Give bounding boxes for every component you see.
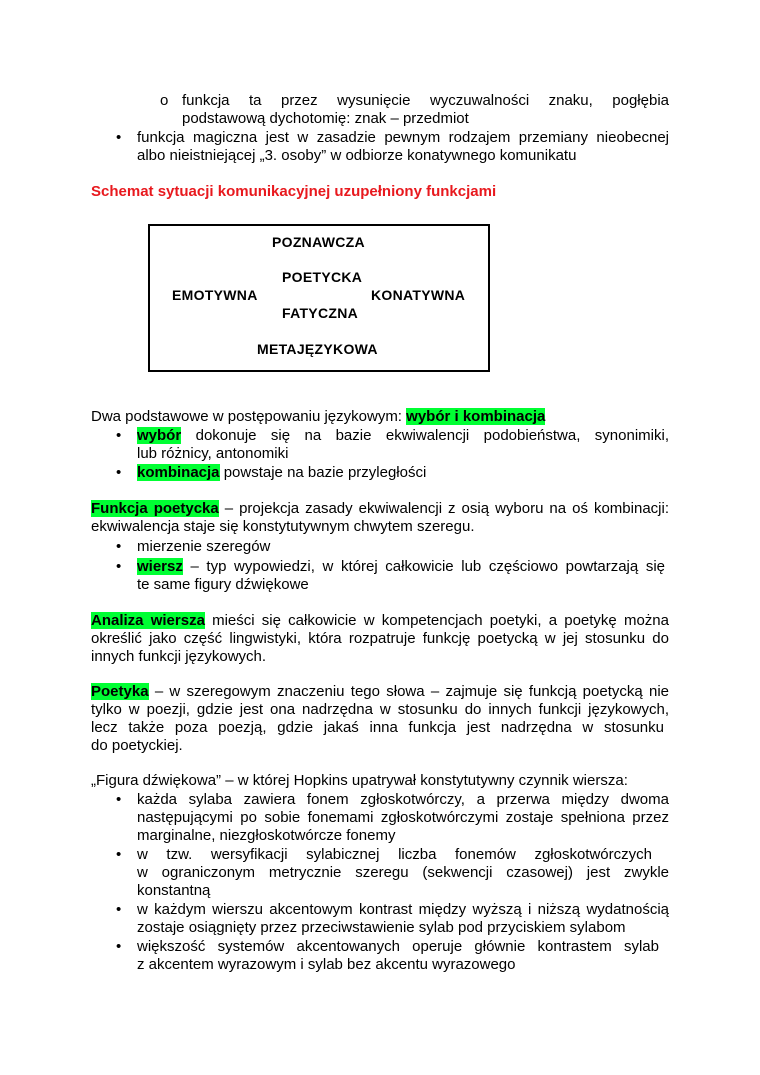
bullet-text: – typ wypowiedzi, w której całkowicie lub częściowo powtarzają się <box>182 558 665 575</box>
paragraph-line: tylko w poezji, gdzie jest ona nadrzędna w stosunku do innych funkcji językowych, <box>91 701 669 718</box>
choice-intro-text: Dwa podstawowe w postępowaniu językowym: <box>91 408 407 425</box>
bullet-line: w każdym wierszu akcentowym kontrast między wyższą i niższą wydatnością <box>137 901 669 918</box>
paragraph-line: ekwiwalencja staje się konstytutywnym chwytem szeregu. <box>91 518 475 535</box>
bullet-icon: • <box>116 938 122 955</box>
highlight-wybor-kombinacja: wybór i kombinacja <box>406 408 546 425</box>
label-fatyczna: FATYCZNA <box>282 305 359 321</box>
bullet-line: większość systemów akcentowanych operuje głównie kontrastem sylab <box>137 938 659 955</box>
paragraph-line: innych funkcji językowych. <box>91 648 267 665</box>
bullet-text: powstaje na bazie przyległości <box>219 464 427 481</box>
highlight-poetyka: Poetyka <box>91 683 149 700</box>
bullet-line: w tzw. wersyfikacji sylabicznej liczba fonemów zgłoskotwórczych <box>137 846 652 863</box>
bullet-icon: • <box>116 464 122 481</box>
bullet-line: te same figury dźwiękowe <box>137 576 309 593</box>
paragraph-line: do poetyckiej. <box>91 737 183 754</box>
poetics-line <box>91 683 669 701</box>
sub-bullet-line: funkcja ta przez wysunięcie wyczuwalności znaku, pogłębia <box>182 92 669 109</box>
bullet-line: zostaje osiągnięty przez przeciwstawienie sylab pod przyciskiem sylabom <box>137 919 626 936</box>
label-konatywna: KONATYWNA <box>371 287 466 303</box>
highlight-wybor: wybór <box>137 427 182 444</box>
label-emotywna: EMOTYWNA <box>172 287 258 303</box>
paragraph-line: lecz także poza poezją, gdzie jakaś inna funkcja jest nadrzędna w stosunku <box>91 719 664 736</box>
schema-heading: Schemat sytuacji komunikacyjnej uzupełniony funkcjami <box>91 183 497 200</box>
sub-bullet-line: podstawową dychotomię: znak – przedmiot <box>182 110 469 127</box>
label-poetycka: POETYCKA <box>282 269 363 285</box>
bullet-line <box>137 427 669 445</box>
bullet-icon: • <box>116 791 122 808</box>
paragraph-text: – w szeregowym znaczeniu tego słowa – zajmuje się funkcją poetycką nie <box>148 683 669 700</box>
choice-intro <box>91 408 545 426</box>
bullet-line: z akcentem wyrazowym i sylab bez akcentu wyrazowego <box>137 956 516 973</box>
bullet-line: w ograniczonym metrycznie szeregu (sekwencji czasowej) jest zwykle <box>137 864 669 881</box>
bullet-line: każda sylaba zawiera fonem zgłoskotwórczy, a przerwa między dwoma <box>137 791 669 808</box>
bullet-line: marginalne, niezgłoskotwórcze fonemy <box>137 827 396 844</box>
sub-bullet-marker: o <box>160 92 169 109</box>
paragraph-line: określić jako część lingwistyki, która rozpatruje funkcję poetycką w jej stosunku do <box>91 630 669 647</box>
communication-schema-box <box>148 224 490 372</box>
bullet-icon: • <box>116 901 122 918</box>
bullet-line: funkcja magiczna jest w zasadzie pewnym rodzajem przemiany nieobecnej <box>137 129 669 146</box>
highlight-analiza-wiersza: Analiza wiersza <box>91 612 205 629</box>
bullet-line: konstantną <box>137 882 211 899</box>
bullet-icon: • <box>116 129 122 146</box>
bullet-line: lub różnicy, antonomiki <box>137 445 289 462</box>
bullet-line: albo nieistniejącej „3. osoby” w odbiorze konatywnego komunikatu <box>137 147 577 164</box>
label-poznawcza: POZNAWCZA <box>272 234 365 250</box>
bullet-line: mierzenie szeregów <box>137 538 271 555</box>
paragraph-text: – projekcja zasady ekwiwalencji z osią wyboru na oś kombinacji: <box>218 500 669 517</box>
bullet-line: następującymi po sobie fonemami zgłoskotwórczymi zostaje spełniona przez <box>137 809 669 826</box>
bullet-icon: • <box>116 427 122 444</box>
bullet-icon: • <box>116 846 122 863</box>
highlight-wiersz: wiersz <box>137 558 183 575</box>
bullet-icon: • <box>116 538 122 555</box>
figure-intro: „Figura dźwiękowa” – w której Hopkins upatrywał konstytutywny czynnik wiersza: <box>91 772 628 789</box>
label-metajezykowa: METAJĘZYKOWA <box>257 341 378 357</box>
highlight-kombinacja: kombinacja <box>137 464 220 481</box>
highlight-funkcja-poetycka: Funkcja poetycka <box>91 500 219 517</box>
analysis-line <box>91 612 669 630</box>
bullet-text: dokonuje się na bazie ekwiwalencji podobieństwa, synonimiki, <box>181 427 669 444</box>
paragraph-text: mieści się całkowicie w kompetencjach poetyki, a poetykę można <box>204 612 669 629</box>
bullet-line <box>137 558 665 576</box>
bullet-line <box>137 464 426 482</box>
poetic-function-line <box>91 500 669 518</box>
bullet-icon: • <box>116 558 122 575</box>
